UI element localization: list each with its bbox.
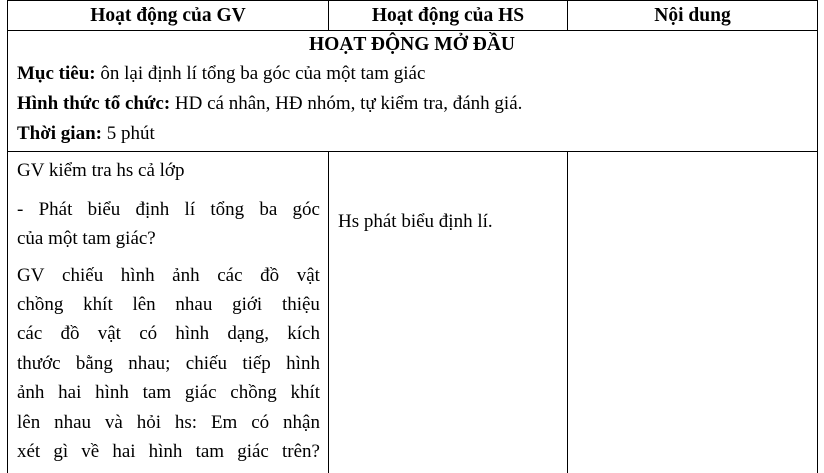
word: khít [290, 382, 320, 403]
word: góc [292, 199, 320, 220]
teacher-activity-line [17, 353, 320, 375]
word: hình [148, 441, 183, 462]
word: hình [95, 382, 129, 403]
teacher-activity-line [17, 382, 320, 404]
section-row-bottom [7, 151, 818, 152]
header-col-hs: Hoạt động của HS [371, 4, 525, 26]
word: giới [232, 294, 263, 315]
word: về [81, 441, 100, 462]
word: vật [296, 265, 320, 286]
goal-line [17, 63, 425, 85]
teacher-activity-line [17, 412, 320, 434]
word: tiếp [242, 353, 271, 374]
word: đồ [60, 323, 80, 344]
word: lên [17, 412, 41, 433]
word: nhau; [128, 353, 171, 374]
word: lên [132, 294, 156, 315]
word: hình [120, 265, 155, 286]
header-col-gv: Hoạt động của GV [90, 4, 246, 26]
word: chồng [230, 382, 277, 403]
word: giác [237, 441, 269, 462]
word: hỏi [136, 412, 161, 433]
word: Phát [38, 199, 73, 220]
word: hai [112, 441, 136, 462]
form-text: HD cá nhân, HĐ nhóm, tự kiểm tra, đánh giá. [170, 93, 523, 114]
form-label: Hình thức tổ chức: [17, 93, 171, 114]
word: nhận [283, 412, 320, 433]
word: gì [53, 441, 69, 462]
time-line [17, 123, 155, 145]
teacher-activity-line [17, 294, 320, 316]
word: định [135, 199, 170, 220]
word: có [251, 412, 270, 433]
goal-text: ôn lại định lí tổng ba góc của một tam giác [95, 63, 426, 84]
word: xét [17, 441, 41, 462]
teacher-question-end: của một tam giác? [17, 228, 156, 249]
word: hs: [174, 412, 198, 433]
word: biểu [87, 199, 121, 220]
table-border-right [817, 0, 818, 473]
word: chiếu [62, 265, 104, 286]
teacher-activity-line [17, 265, 320, 287]
word: nhau [175, 294, 213, 315]
word: các [17, 323, 43, 344]
word: bằng [75, 353, 113, 374]
header-col-content: Nội dung [654, 4, 731, 26]
goal-label: Mục tiêu: [17, 63, 96, 84]
word: tam [142, 382, 172, 403]
teacher-activity-line [17, 441, 320, 463]
word: kích [287, 323, 320, 344]
word: dạng, [227, 323, 270, 344]
time-text: 5 phút [101, 123, 155, 144]
word: thước [17, 353, 61, 374]
word: nhau [54, 412, 92, 433]
word: tam [195, 441, 225, 462]
word: thiệu [281, 294, 320, 315]
word: và [104, 412, 123, 433]
word: giác [184, 382, 217, 403]
word: ảnh [172, 265, 200, 286]
word: trên? [281, 441, 320, 462]
teacher-activity-line [17, 323, 320, 345]
word: - [17, 199, 24, 220]
word: Em [210, 412, 238, 433]
word: ảnh [17, 382, 45, 403]
word: các [217, 265, 243, 286]
word: hình [175, 323, 210, 344]
word: tổng [210, 199, 245, 220]
form-line [17, 93, 522, 115]
time-label: Thời gian: [17, 123, 102, 144]
col-divider-1-body [328, 151, 329, 473]
word: hai [58, 382, 82, 403]
word: lí [184, 199, 196, 220]
teacher-question-line [17, 199, 320, 221]
word: hình [286, 353, 320, 374]
col-divider-2-body [567, 151, 568, 473]
student-answer: Hs phát biểu định lí. [338, 211, 493, 232]
teacher-line: GV kiểm tra hs cả lớp [17, 160, 185, 181]
word: vật [97, 323, 121, 344]
word: chồng [17, 294, 64, 315]
word: khít [83, 294, 113, 315]
header-row-bottom [7, 30, 818, 31]
word: chiếu [185, 353, 227, 374]
word: ba [259, 199, 278, 220]
word: đồ [260, 265, 280, 286]
section-title: HOẠT ĐỘNG MỞ ĐẦU [308, 34, 516, 55]
table-border-left [7, 0, 8, 473]
word: GV [17, 265, 45, 286]
word: có [139, 323, 158, 344]
